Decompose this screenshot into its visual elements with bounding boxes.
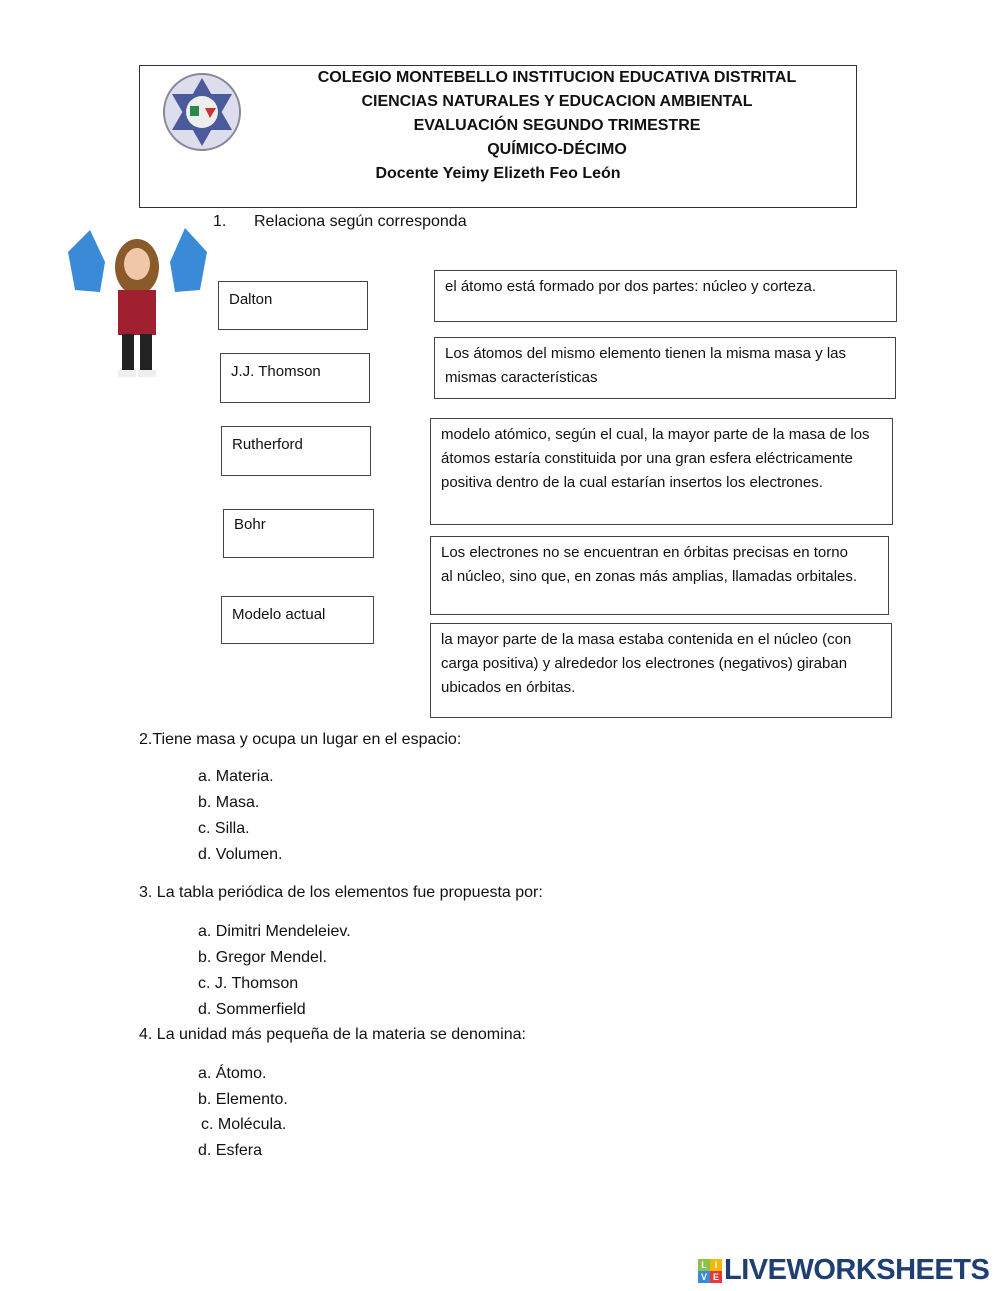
q2-title: 2.Tiene masa y ocupa un lugar en el espacio:: [139, 731, 462, 748]
q2-option-a[interactable]: a. Materia.: [198, 768, 274, 785]
match-left-thomson[interactable]: J.J. Thomson: [220, 353, 370, 403]
teacher: Docente Yeimy Elizeth Feo León: [375, 165, 621, 182]
q2-option-b[interactable]: b. Masa.: [198, 794, 260, 811]
subject: CIENCIAS NATURALES Y EDUCACION AMBIENTAL: [361, 93, 753, 110]
badge-letter: E: [710, 1271, 722, 1283]
q2-option-d[interactable]: d. Volumen.: [198, 846, 283, 863]
exam-title: EVALUACIÓN SEGUNDO TRIMESTRE: [413, 117, 701, 134]
match-left-bohr[interactable]: Bohr: [223, 509, 374, 558]
q3-option-b[interactable]: b. Gregor Mendel.: [198, 949, 327, 966]
q4-option-b[interactable]: b. Elemento.: [198, 1091, 288, 1108]
q4-option-a[interactable]: a. Átomo.: [198, 1065, 267, 1082]
match-left-dalton[interactable]: Dalton: [218, 281, 368, 330]
q3-option-a[interactable]: a. Dimitri Mendeleiev.: [198, 923, 351, 940]
badge-letter: L: [698, 1259, 710, 1271]
q1-title: Relaciona según corresponda: [254, 213, 467, 230]
match-right-4[interactable]: Los electrones no se encuentran en órbitas precisas en torno al núcleo, sino que, en zonas más amplias, llamadas orbitales.: [430, 536, 889, 615]
badge-letter: V: [698, 1271, 710, 1283]
grade: QUÍMICO-DÉCIMO: [487, 141, 627, 158]
match-right-3[interactable]: modelo atómico, según el cual, la mayor parte de la masa de los átomos estaría constituida por una gran esfera eléctricamente positiva dentro de la cual estarían insertos los electrones.: [430, 418, 893, 525]
avatar-illustration: [60, 222, 215, 380]
match-left-rutherford[interactable]: Rutherford: [221, 426, 371, 476]
badge-letter: I: [710, 1259, 722, 1271]
q2-option-c[interactable]: c. Silla.: [198, 820, 250, 837]
q3-option-c[interactable]: c. J. Thomson: [198, 975, 299, 992]
q3-title: 3. La tabla periódica de los elementos fue propuesta por:: [139, 884, 543, 901]
q1-number: 1.: [213, 213, 227, 230]
match-right-1[interactable]: el átomo está formado por dos partes: núcleo y corteza.: [434, 270, 897, 322]
q4-option-c[interactable]: c. Molécula.: [201, 1116, 287, 1133]
school-name: COLEGIO MONTEBELLO INSTITUCION EDUCATIVA DISTRITAL: [317, 69, 797, 86]
live-badge-icon: [698, 1259, 722, 1283]
liveworksheets-logo[interactable]: LIVEWORKSHEETS: [724, 1254, 990, 1286]
match-right-5[interactable]: la mayor parte de la masa estaba contenida en el núcleo (con carga positiva) y alrededor los electrones (negativos) giraban ubicados en órbitas.: [430, 623, 892, 718]
match-left-modelo-actual[interactable]: Modelo actual: [221, 596, 374, 644]
q4-title: 4. La unidad más pequeña de la materia se denomina:: [139, 1026, 526, 1043]
school-logo: [150, 72, 255, 152]
match-right-2[interactable]: Los átomos del mismo elemento tienen la misma masa y las mismas características: [434, 337, 896, 399]
q4-option-d[interactable]: d. Esfera: [198, 1142, 263, 1159]
q3-option-d[interactable]: d. Sommerfield: [198, 1001, 306, 1018]
